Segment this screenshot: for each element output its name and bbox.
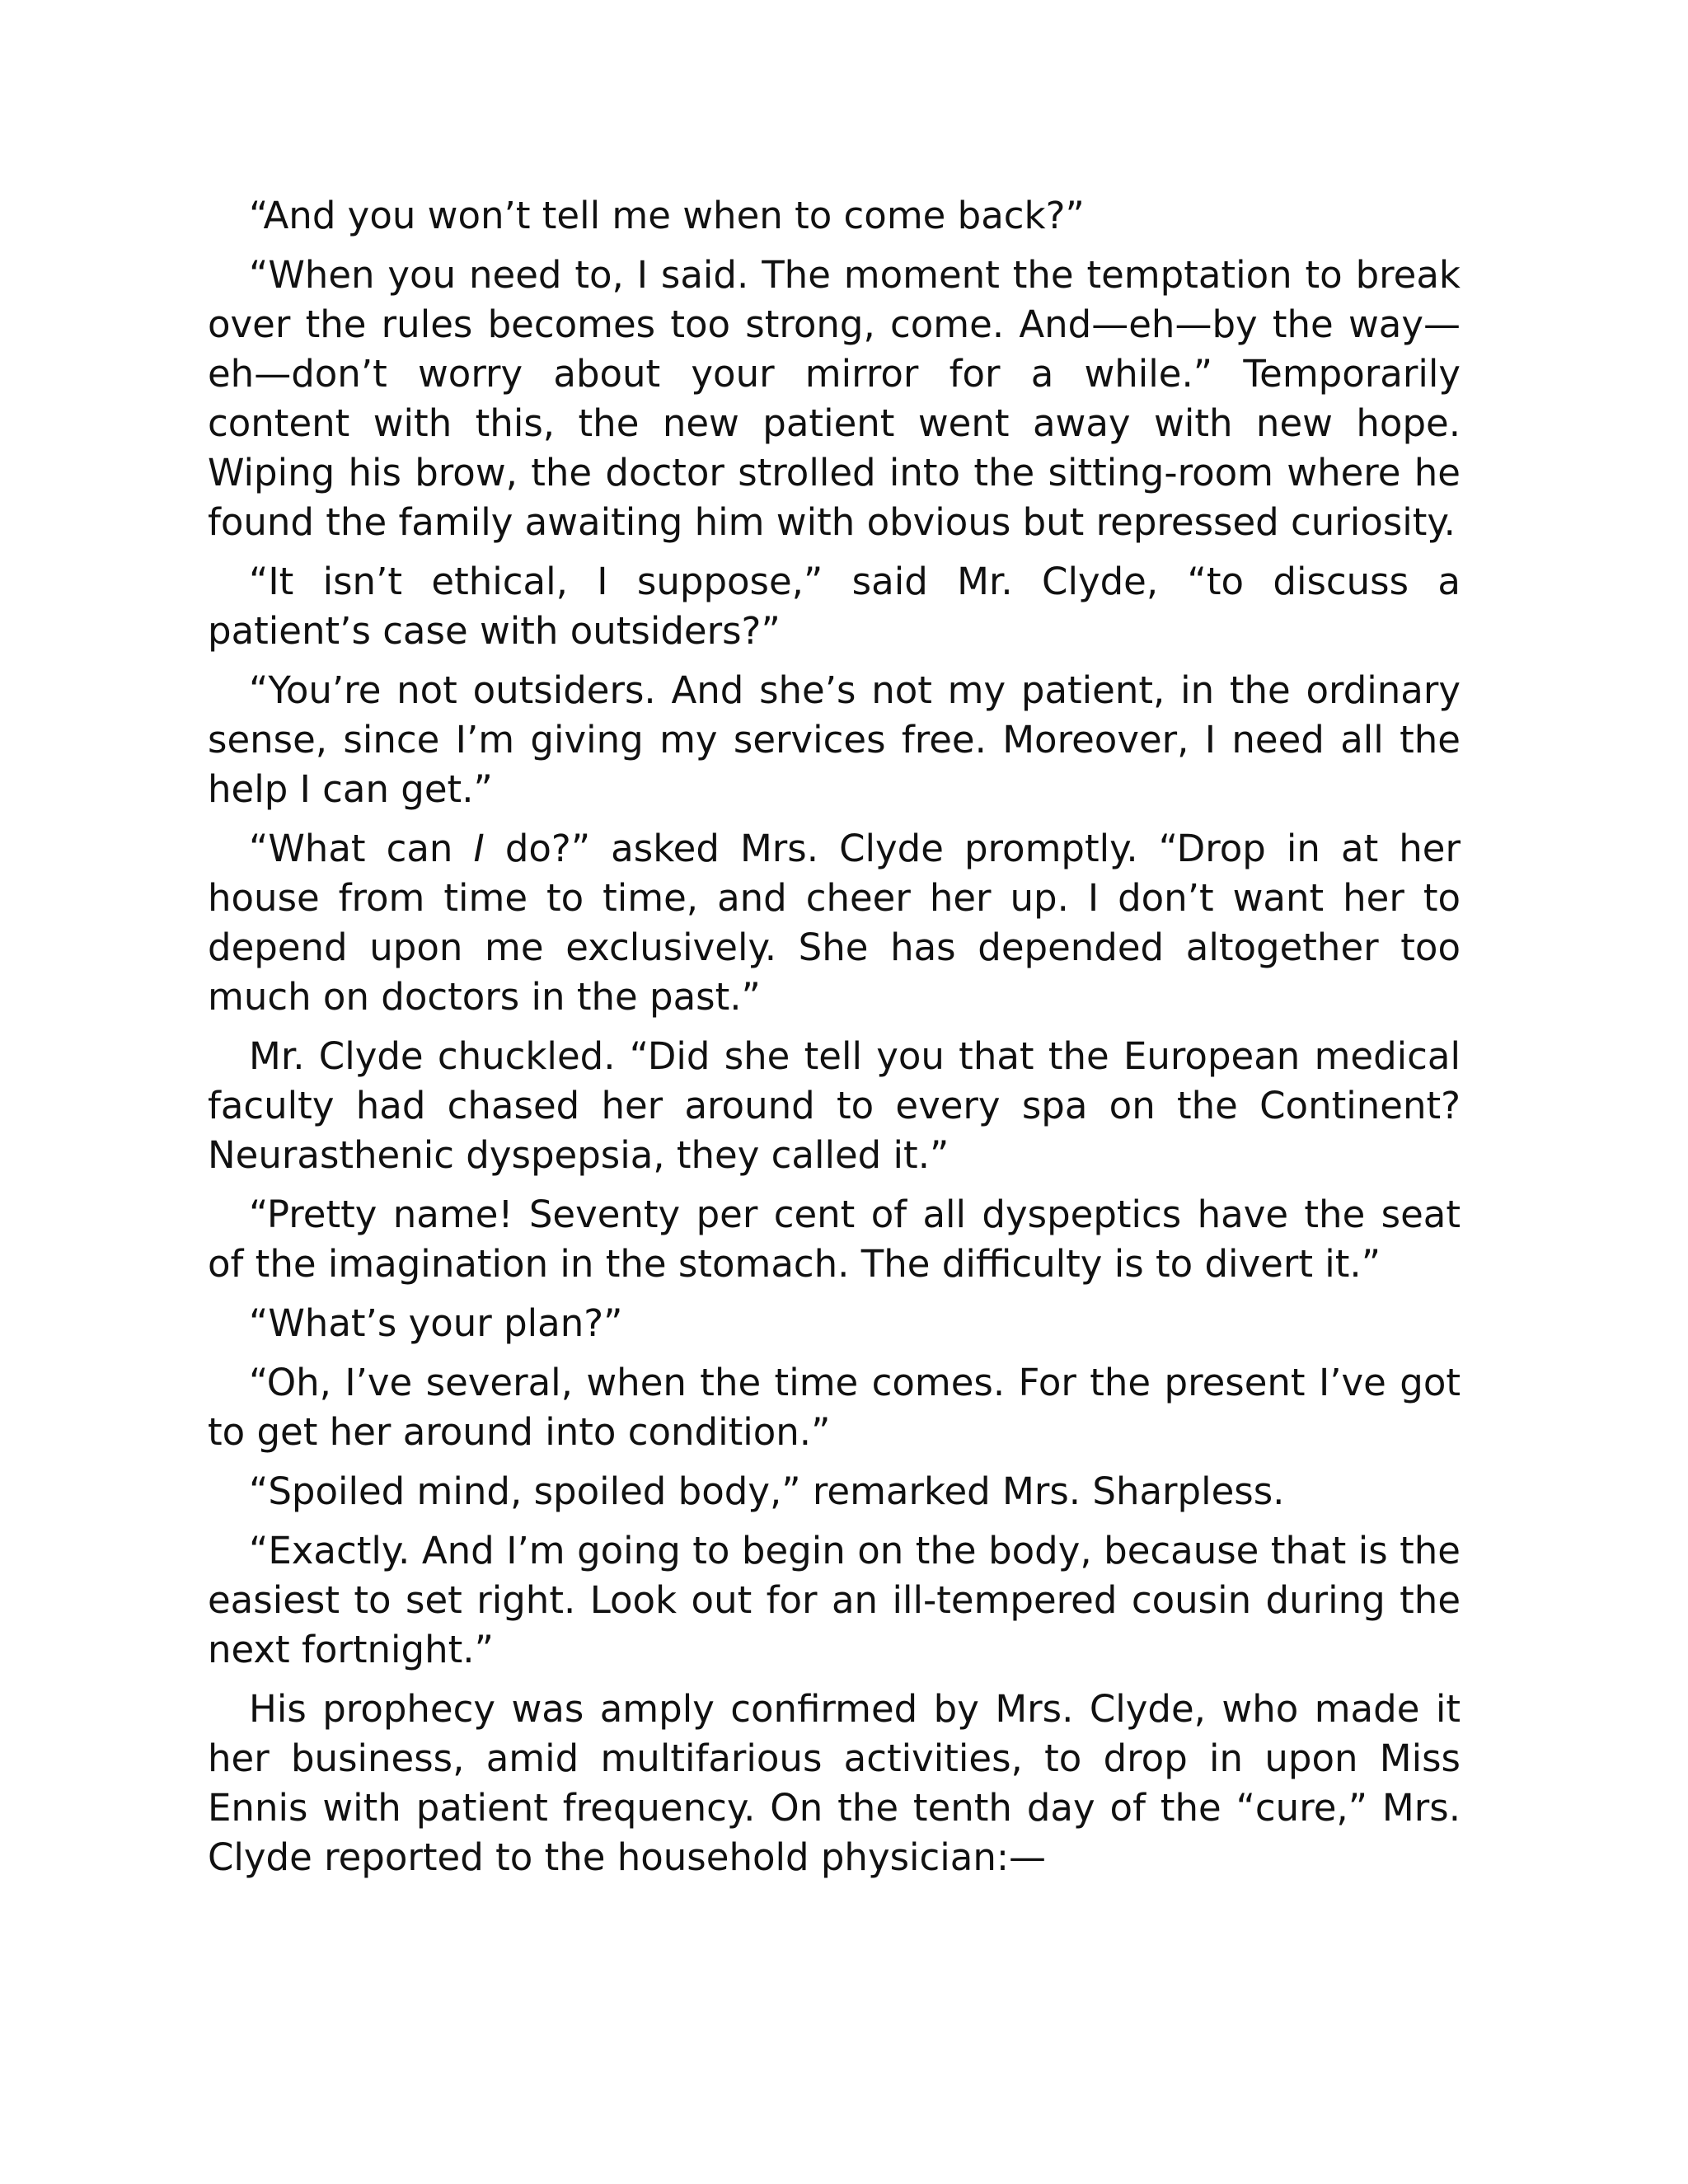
paragraph-9: “Oh, I’ve several, when the time comes. For the present I’ve got to get her around into condition.” — [208, 1361, 1461, 1454]
paragraph-7: “Pretty name! Seventy per cent of all dyspeptics have the seat of the imagination in the stomach. The difficulty is to divert it.” — [208, 1193, 1461, 1286]
paragraph-10: “Spoiled mind, spoiled body,” remarked Mrs. Sharpless. — [249, 1469, 1285, 1513]
paragraph-11: “Exactly. And I’m going to begin on the body, because that is the easiest to set right. Look out for an ill-tempered cousin during the next fortnight.” — [208, 1529, 1461, 1671]
paragraph-12: His prophecy was amply confirmed by Mrs. Clyde, who made it her business, amid multifarious activities, to drop in upon Miss Ennis with patient frequency. On the tenth day of the “cure,” Mrs. Clyde reported to the household physician:— — [208, 1687, 1461, 1879]
emphasized-word: I — [473, 827, 485, 870]
paragraph-5-after: do?” asked Mrs. Clyde promptly. “Drop in at her house from time to time, and cheer her up. I don’t want her to depend upon me exclusively. She has depended altogether too much on doctors in the past.” — [208, 827, 1461, 1019]
paragraph-2: “When you need to, I said. The moment the temptation to break over the rules becomes too strong, come. And—eh—by the way—eh—don’t worry about your mirror for a while.” Temporarily content with this, the new patient went away with new hope. Wiping his brow, the doctor strolled into the sitting-room where he found the family awaiting him with obvious but repressed curiosity. — [208, 253, 1461, 544]
paragraph-5 — [208, 824, 1461, 1022]
paragraph-3: “It isn’t ethical, I suppose,” said Mr. Clyde, “to discuss a patient’s case with outsiders?” — [208, 560, 1461, 653]
paragraph-5-before: “What can — [249, 827, 474, 870]
paragraph-1: “And you won’t tell me when to come back?” — [249, 194, 1085, 237]
paragraph-6: Mr. Clyde chuckled. “Did she tell you that the European medical faculty had chased her around to every spa on the Continent? Neurasthenic dyspepsia, they called it.” — [208, 1034, 1461, 1177]
book-page — [208, 191, 1461, 1882]
paragraph-4: “You’re not outsiders. And she’s not my patient, in the ordinary sense, since I’m giving my services free. Moreover, I need all the help I can get.” — [208, 668, 1461, 811]
paragraph-8: “What’s your plan?” — [249, 1301, 623, 1345]
